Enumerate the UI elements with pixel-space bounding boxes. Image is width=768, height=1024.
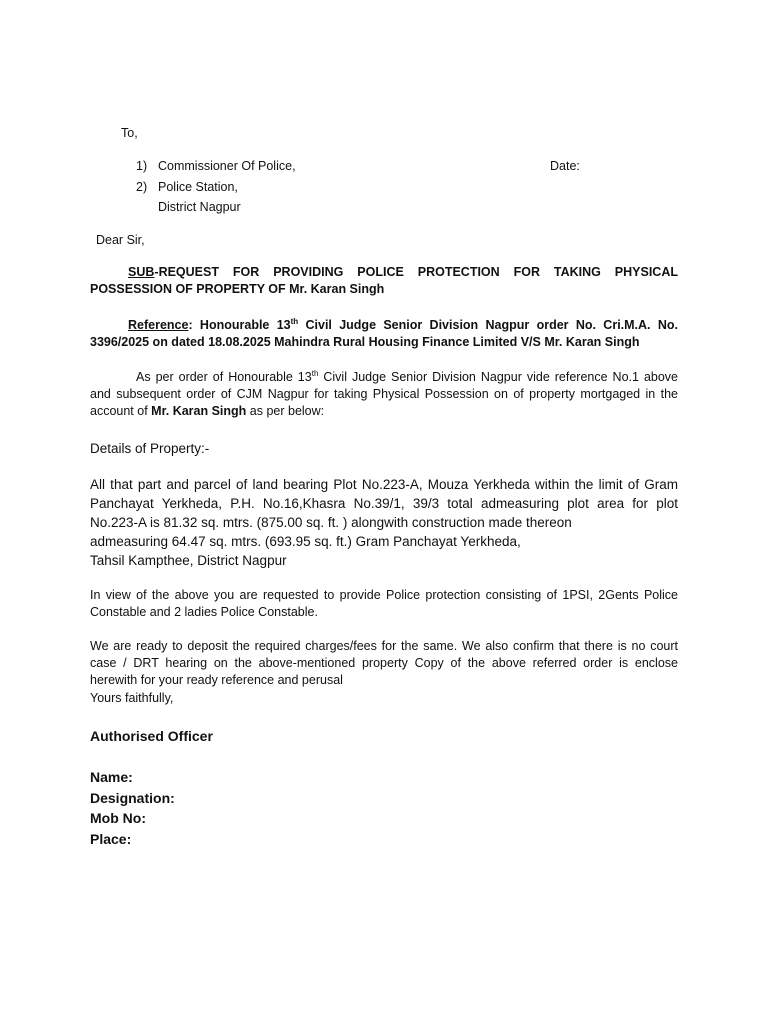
- salutation: Dear Sir,: [96, 233, 145, 247]
- field-designation: Designation:: [90, 790, 175, 806]
- reference-part2: Civil Judge Senior Division Nagpur order No. Cri.M.A. No. 3396/2025 on dated 18.08.2025 Mahindra Rural Housing Finance Limited V/S Mr. Karan Singh: [90, 318, 678, 349]
- paragraph-order: [90, 369, 678, 420]
- para1-part1: As per order of Honourable 13: [136, 370, 312, 384]
- subject-line: [90, 264, 678, 298]
- field-name: Name:: [90, 769, 133, 785]
- signatory-title: Authorised Officer: [90, 728, 213, 744]
- recipient-1-text: Commissioner Of Police,: [158, 159, 296, 173]
- para1-borrower-name: Mr. Karan Singh: [151, 404, 247, 418]
- para1-part3: as per below:: [246, 404, 325, 418]
- details-heading: Details of Property:-: [90, 441, 210, 456]
- reference-part1: : Honourable 13: [188, 318, 291, 332]
- subject-prefix: SUB: [128, 265, 155, 279]
- paragraph-protection-request: In view of the above you are requested to provide Police protection consisting of 1PSI, 2Gents Police Constable and 2 ladies Police Constable.: [90, 588, 678, 619]
- reference-label: Reference: [128, 318, 189, 332]
- recipient-1-number: 1): [136, 159, 148, 173]
- para1-part2: Civil Judge Senior Division Nagpur vide reference No.1 above and subsequent order of CJM Nagpur for taking Physical Possession on of property mortgaged in the account of: [90, 370, 678, 418]
- field-place: Place:: [90, 831, 132, 847]
- property-description-line2: admeasuring 64.47 sq. mtrs. (693.95 sq. ft.) Gram Panchayat Yerkheda,: [90, 534, 521, 549]
- date-label: Date:: [550, 159, 580, 173]
- property-description-line3: Tahsil Kampthee, District Nagpur: [90, 553, 287, 568]
- paragraph-deposit-confirmation: We are ready to deposit the required charges/fees for the same. We also confirm that there is no court case / DRT hearing on the above-mentioned property Copy of the above referred order is enclose herewith for your ready reference and perusal: [90, 639, 678, 687]
- field-mobile: Mob No:: [90, 810, 146, 826]
- to-line: To,: [121, 126, 138, 140]
- recipient-2-text: Police Station,: [158, 180, 238, 194]
- reference-sup: th: [290, 316, 299, 326]
- subject-text: -REQUEST FOR PROVIDING POLICE PROTECTION FOR TAKING PHYSICAL POSSESSION OF PROPERTY OF Mr. Karan Singh: [90, 265, 678, 296]
- recipient-2-number: 2): [136, 180, 148, 194]
- property-description: All that part and parcel of land bearing Plot No.223-A, Mouza Yerkheda within the limit of Gram Panchayat Yerkheda, P.H. No.16,Khasra No.39/1, 39/3 total admeasuring plot area for plot No.223-A is 81.32 sq. mtrs. (875.00 sq. ft. ) alongwith construction made thereon: [90, 477, 678, 530]
- recipient-district: District Nagpur: [158, 200, 241, 214]
- closing-line: Yours faithfully,: [90, 691, 174, 705]
- para1-sup: th: [311, 368, 319, 378]
- reference-line: [90, 317, 678, 351]
